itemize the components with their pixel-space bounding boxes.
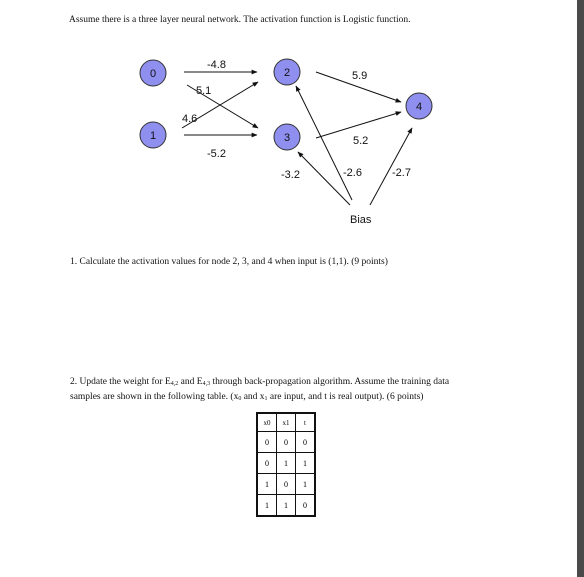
table-cell: 1 xyxy=(277,453,296,474)
node-4 xyxy=(406,93,432,119)
weight-label-bias-3: -3.2 xyxy=(281,169,300,181)
node-1 xyxy=(140,122,166,148)
svg-text:0: 0 xyxy=(149,68,157,80)
svg-text:4: 4 xyxy=(415,101,423,113)
weight-label-1-2: 4.6 xyxy=(182,113,198,125)
question-1: 1. Calculate the activation values for node 2, 3, and 4 when input is (1,1). (9 points) xyxy=(70,257,388,267)
viewer-edge xyxy=(577,0,584,577)
training-data-table xyxy=(256,412,316,517)
bias-node-label: Bias xyxy=(350,214,372,226)
table-header-cell: x1 xyxy=(277,413,296,432)
weight-label-bias-4: -2.7 xyxy=(392,167,411,179)
table-cell: 0 xyxy=(277,474,296,495)
table-cell: 1 xyxy=(296,453,316,474)
node-2 xyxy=(274,59,300,85)
node-3 xyxy=(274,124,300,150)
table-cell: 0 xyxy=(277,432,296,453)
weight-label-1-3: -5.2 xyxy=(207,148,226,160)
question-2: 2. Update the weight for $E_{4,2}$ and $E_{4,3}$ through back-propagation algorithm. Assume the training data samples are shown in the following table. ($x_0$ and $x_1$ are input, and t is real output). (6 points) xyxy=(70,377,450,402)
node-0 xyxy=(140,60,166,86)
table-header-cell: x0 xyxy=(257,413,277,432)
weight-label-2-4: 5.9 xyxy=(352,70,368,82)
weight-label-0-3: 5.1 xyxy=(196,85,212,97)
table-row xyxy=(257,474,315,495)
table-cell: 0 xyxy=(296,495,316,517)
intro-text: Assume there is a three layer neural network. The activation function is Logistic function. xyxy=(69,15,411,25)
table-cell: 0 xyxy=(257,453,277,474)
table-row xyxy=(257,495,315,517)
weight-label-0-2: -4.8 xyxy=(207,59,226,71)
table-row xyxy=(257,432,315,453)
svg-text:2: 2 xyxy=(283,67,291,79)
table-header-row xyxy=(257,413,315,432)
table-row xyxy=(257,453,315,474)
table-cell: 0 xyxy=(257,432,277,453)
edge-bias-2 xyxy=(296,86,352,200)
weight-label-bias-2: -2.6 xyxy=(343,167,362,179)
table-cell: 1 xyxy=(296,474,316,495)
svg-text:1: 1 xyxy=(149,130,157,142)
table-header-cell: t xyxy=(296,413,316,432)
table-cell: 1 xyxy=(257,495,277,517)
weight-label-3-4: 5.2 xyxy=(353,135,369,147)
svg-text:3: 3 xyxy=(283,132,291,144)
table-cell: 1 xyxy=(257,474,277,495)
table-cell: 1 xyxy=(277,495,296,517)
neural-network-diagram xyxy=(0,0,577,240)
table-cell: 0 xyxy=(296,432,316,453)
